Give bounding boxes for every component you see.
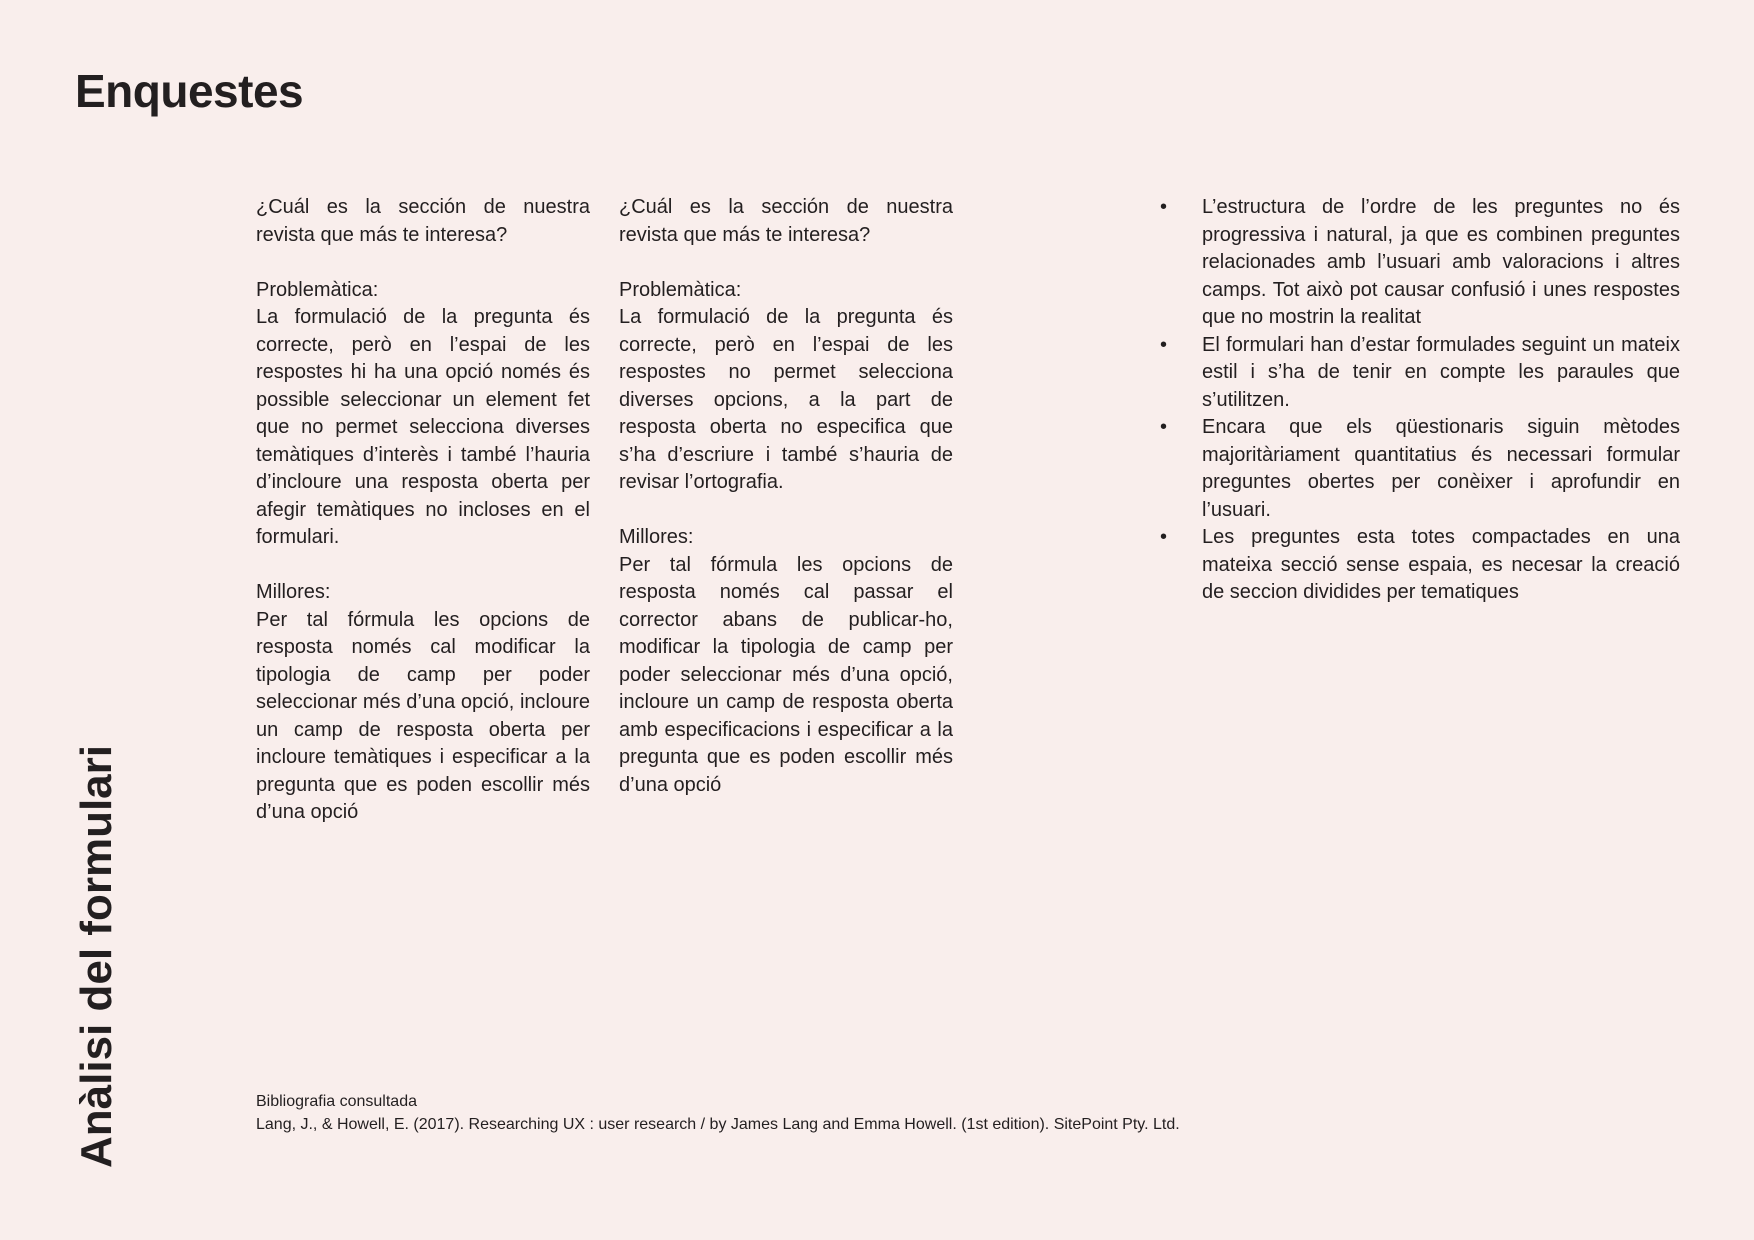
conclusions-column <box>1160 194 1680 607</box>
bullet-icon: • <box>1160 416 1168 438</box>
bibliography-reference: Lang, J., & Howell, E. (2017). Researching UX : user research / by James Lang and Emma Howell. (1st edition). SitePoint Pty. Ltd. <box>256 1116 1180 1133</box>
list-item <box>1160 194 1680 332</box>
bibliography-heading: Bibliografia consultada <box>256 1093 417 1110</box>
question-text: ¿Cuál es la sección de nuestra revista que más te interesa? <box>619 196 953 246</box>
side-title: Anàlisi del formulari <box>72 745 121 1168</box>
problem-text: La formulació de la pregunta és correcte, però en l’espai de les respostes hi ha una opció només és possible seleccionar un element fet que no permet selecciona diverses temàtiques d’interès i també l’hauria d’incloure una resposta oberta per afegir temàtiques no incloses en el formulari. <box>256 306 590 548</box>
conclusions-list <box>1160 194 1680 607</box>
problem-heading: Problemàtica: <box>619 278 742 301</box>
list-item-text: Encara que els qüestionaris siguin mètodes majoritàriament quantitatius és necessari formular preguntes obertes per conèixer i aprofundir en l’usuari. <box>1202 416 1680 521</box>
improvements-heading: Millores: <box>256 581 331 603</box>
bullet-icon: • <box>1160 196 1168 218</box>
improvements-text: Per tal fórmula les opcions de resposta només cal modificar la tipologia de camp per poder seleccionar més d’una opció, incloure un camp de resposta oberta per incloure temàtiques i especificar a la pregunta que es poden escollir més d’una opció <box>256 608 590 823</box>
list-item-text: L’estructura de l’ordre de les preguntes no és progressiva i natural, ja que es combinen preguntes relacionades amb l’usuari amb valoracions i altres camps. Tot això pot causar confusió i unes respostes que no mostrin la realitat <box>1202 196 1680 328</box>
question-text: ¿Cuál es la sección de nuestra revista que más te interesa? <box>256 196 590 246</box>
bullet-icon: • <box>1160 333 1168 356</box>
list-item-text: El formulari han d’estar formulades seguint un mateix estil i s’ha de tenir en compte les paraules que s’utilitzen. <box>1202 333 1680 411</box>
list-item <box>1160 524 1680 607</box>
bullet-icon: • <box>1160 526 1168 548</box>
list-item-text: Les preguntes esta totes compactades en una mateixa secció sense espaia, es necesar la creació de seccion dividides per tematiques <box>1202 526 1680 603</box>
list-item <box>1160 414 1680 524</box>
problem-text: La formulació de la pregunta és correcte, però en l’espai de les respostes no permet selecciona diverses opcions, a la part de resposta oberta no especifica que s’ha d’escriure i també s’hauria de revisar l’ortografia. <box>619 306 953 493</box>
bibliography <box>256 1090 1180 1136</box>
list-item <box>1160 332 1680 415</box>
improvements-heading: Millores: <box>619 526 694 548</box>
analysis-column-1 <box>256 194 590 827</box>
improvements-text: Per tal fórmula les opcions de resposta només cal passar el corrector abans de publicar-ho, modificar la tipologia de camp per poder seleccionar més d’una opció, incloure un camp de resposta oberta amb especificacions i especificar a la pregunta que es poden escollir més d’una opció <box>619 553 953 796</box>
page-title: Enquestes <box>75 65 304 117</box>
problem-heading: Problemàtica: <box>256 278 379 301</box>
analysis-column-2 <box>619 194 953 799</box>
